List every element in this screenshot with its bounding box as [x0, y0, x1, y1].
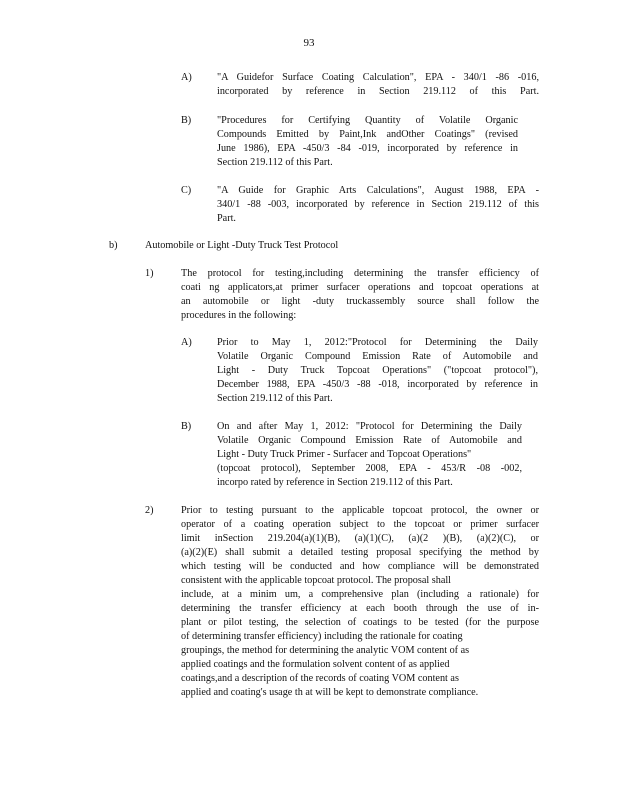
section-b-heading: [109, 239, 509, 253]
text-line: consistent with the applicable topcoat protocol. The proposal shall: [181, 575, 451, 586]
text-line: applied and coating's usage th at will be kept to demonstrate compliance.: [181, 687, 479, 698]
item-1-a: [181, 336, 541, 406]
text-line: "A Guide for Graphic Arts Calculations", August 1988, EPA -: [217, 185, 539, 196]
item-2-label: 2): [145, 505, 154, 516]
item-1-a-label: A): [181, 337, 192, 348]
text-line: an automobile or light -duty truckassembly source shall follow the: [181, 296, 539, 307]
text-line: plant or pilot testing, the selection of coatings to be tested (for the purpose: [181, 617, 539, 628]
text-line: applied coatings and the formulation solvent content of as applied: [181, 659, 450, 670]
text-line: determining the transfer efficiency at each booth through the use of in-: [181, 603, 539, 614]
text-line: incorporated by reference in Section 219.112 of this Part.: [217, 86, 539, 97]
text-line: Part.: [217, 213, 236, 224]
reference-a-text: [217, 71, 539, 99]
reference-a-label: A): [181, 72, 192, 83]
text-line: (a)(2)(E) shall submit a detailed testing proposal specifying the method by: [181, 547, 539, 558]
text-line: coati ng applicators,at primer surfacer operations and topcoat operations at: [181, 282, 539, 293]
item-2: [145, 504, 541, 700]
item-1-text: [181, 267, 539, 323]
text-line: Volatile Organic Compound Emission Rate of Automobile and: [217, 351, 538, 362]
reference-c-text: [217, 184, 539, 226]
text-line: coatings,and a description of the records of coating VOM content as: [181, 673, 459, 684]
item-1: [145, 267, 541, 323]
text-line: Prior to testing pursuant to the applicable topcoat protocol, the owner or: [181, 505, 539, 516]
text-line: operator of a coating operation subject to the topcoat or primer surfacer: [181, 519, 539, 530]
text-line: On and after May 1, 2012: "Protocol for Determining the Daily: [217, 421, 522, 432]
item-1-b: [181, 420, 541, 490]
text-line: limit inSection 219.204(a)(1)(B), (a)(1)(C), (a)(2 )(B), (a)(2)(C), or: [181, 533, 539, 544]
text-line: incorpo rated by reference in Section 219.112 of this Part.: [217, 477, 453, 488]
item-1-a-text: [217, 336, 538, 406]
item-1-b-label: B): [181, 421, 192, 432]
text-line: procedures in the following:: [181, 310, 297, 321]
reference-b-text: [217, 114, 518, 170]
text-line: December 1988, EPA -450/3 -88 -018, incorporated by reference in: [217, 379, 538, 390]
text-line: Prior to May 1, 2012:"Protocol for Determining the Daily: [217, 337, 538, 348]
text-line: include, at a minim um, a comprehensive plan (including a rationale) for: [181, 589, 539, 600]
text-line: The protocol for testing,including determining the transfer efficiency of: [181, 268, 539, 279]
item-2-text: [181, 504, 539, 700]
text-line: (topcoat protocol), September 2008, EPA - 453/R -08 -002,: [217, 463, 522, 474]
text-line: Compounds Emitted by Paint,Ink andOther Coatings" (revised: [217, 129, 518, 140]
section-b-title: Automobile or Light -Duty Truck Test Protocol: [145, 240, 339, 251]
text-line: Light - Duty Truck Topcoat Operations" ("topcoat protocol"),: [217, 365, 538, 376]
reference-a: [181, 71, 541, 113]
text-line: Volatile Organic Compound Emission Rate of Automobile and: [217, 435, 522, 446]
text-line: which testing will be conducted and how compliance will be demonstrated: [181, 561, 539, 572]
text-line: Light - Duty Truck Primer - Surfacer and Topcoat Operations": [217, 449, 472, 460]
text-line: "Procedures for Certifying Quantity of Volatile Organic: [217, 115, 518, 126]
text-line: groupings, the method for determining the analytic VOM content of as: [181, 645, 470, 656]
section-b-label: b): [109, 240, 118, 251]
text-line: Section 219.112 of this Part.: [217, 157, 333, 168]
text-line: of determining transfer efficiency) including the rationale for coating: [181, 631, 463, 642]
reference-c: [181, 184, 541, 226]
text-line: Section 219.112 of this Part.: [217, 393, 333, 404]
reference-b-label: B): [181, 115, 192, 126]
page-number: 93: [303, 37, 315, 49]
text-line: "A Guidefor Surface Coating Calculation", EPA - 340/1 -86 -016,: [217, 72, 539, 83]
text-line: June 1986), EPA -450/3 -84 -019, incorporated by reference in: [217, 143, 518, 154]
item-1-b-text: [217, 420, 522, 490]
reference-b: [181, 114, 541, 170]
item-1-label: 1): [145, 268, 154, 279]
reference-c-label: C): [181, 185, 192, 196]
text-line: 340/1 -88 -003, incorporated by reference in Section 219.112 of this: [217, 199, 539, 210]
